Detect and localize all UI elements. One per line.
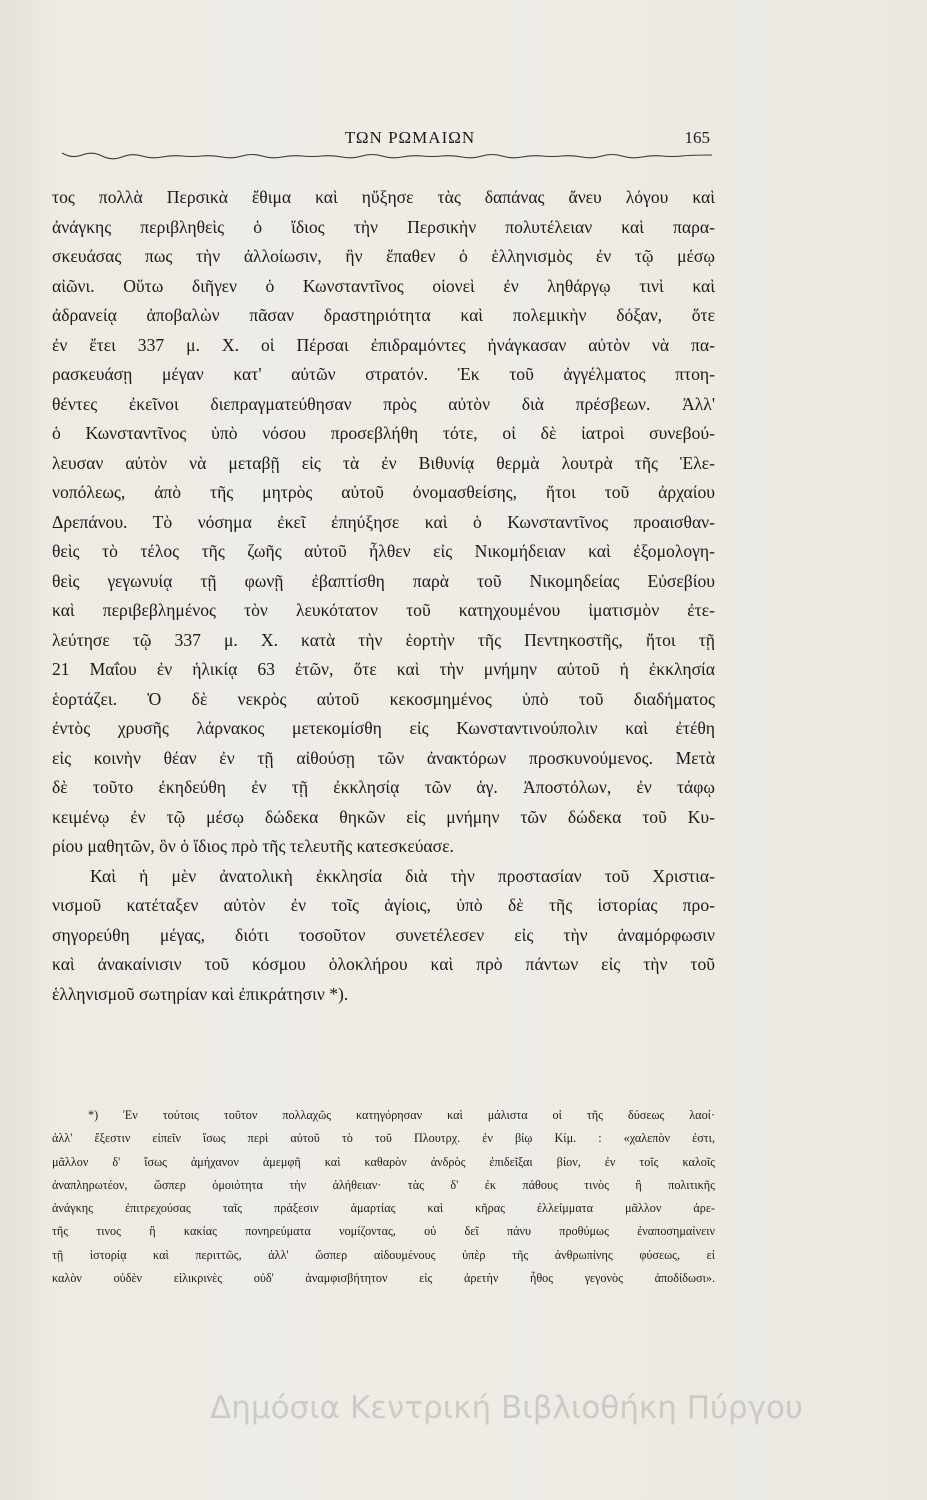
header-title: ΤΩΝ ΡΩΜΑΙΩΝ xyxy=(344,128,476,147)
footnote-line: καλὸν οὐδὲν εἰλικρινὲς οὐδ' ἀναμφισβήτητον εἰς ἀρετὴν ἦθος γεγονὸς ἀποδίδωσι». xyxy=(52,1271,715,1286)
text-line: καὶ περιβεβλημένος τὸν λευκότατον τοῦ κατηχουμένου ἱματισμὸν ἐτε- xyxy=(52,600,715,620)
text-line: λεύτησε τῷ 337 μ. Χ. κατὰ τὴν ἑορτὴν τῆς Πεντηκοστῆς, ἤτοι τῇ xyxy=(52,629,715,650)
main-text xyxy=(52,183,715,1009)
text-line: Καὶ ἡ μὲν ἀνατολικὴ ἐκκλησία διὰ τὴν προστασίαν τοῦ Χριστια- xyxy=(90,865,715,886)
text-line: εἰς κοινὴν θέαν ἐν τῇ αἰθούσῃ τῶν ἀνακτόρων προσκυνούμενος. Μετὰ xyxy=(52,747,715,768)
running-header xyxy=(110,128,710,152)
footnote-line: τῇ ἱστορίᾳ καὶ περιττῶς, ἀλλ' ὥσπερ αἰδουμένους ὑπὲρ τῆς ἀνθρωπίνης φύσεως, εἰ xyxy=(52,1247,715,1262)
text-line: νισμοῦ κατέταξεν αὐτὸν ἐν τοῖς ἁγίοις, ὑπὸ δὲ τῆς ἱστορίας προ- xyxy=(52,895,715,915)
text-line: ὁ Κωνσταντῖνος ὑπὸ νόσου προσεβλήθη τότε, οἱ δὲ ἰατροὶ συνεβού- xyxy=(52,423,715,443)
text-line: δὲ τοῦτο ἐκηδεύθη ἐν τῇ ἐκκλησίᾳ τῶν ἁγ. Ἀποστόλων, ἐν τάφῳ xyxy=(52,777,715,797)
footnote-line: ἀλλ' ἔξεστιν εἰπεῖν ἴσως περὶ αὐτοῦ τὸ τοῦ Πλουτρχ. ἐν βίῳ Κίμ. : «χαλεπὸν ἐστι, xyxy=(52,1131,715,1146)
text-line: ἐντὸς χρυσῆς λάρνακος μετεκομίσθη εἰς Κωνσταντινούπολιν καὶ ἐτέθη xyxy=(52,718,715,738)
footnote-line: *) Ἐν τούτοις τοῦτον πολλαχῶς κατηγόρησαν καὶ μάλιστα οἱ τῆς δύσεως λαοί· xyxy=(88,1108,715,1122)
footnote-line: ἀναπληρωτέον, ὥσπερ ὁμοιότητα τὴν ἀλήθειαν· τὰς δ' ἐκ πάθους τινὸς ἢ πολιτικῆς xyxy=(52,1177,715,1192)
text-line: καὶ ἀνακαίνισιν τοῦ κόσμου ὁλοκλήρου καὶ πρὸ πάντων εἰς τὴν τοῦ xyxy=(52,954,715,974)
text-line: κειμένῳ ἐν τῷ μέσῳ δώδεκα θηκῶν εἰς μνήμην τῶν δώδεκα τοῦ Κυ- xyxy=(52,806,715,827)
footnote-line: ἀνάγκης ἐπιτρεχούσας ταῖς πράξεσιν ἁμαρτίας καὶ κῆρας ἐλλείμματα μᾶλλον ἀρε- xyxy=(52,1201,715,1216)
text-line: θεὶς τὸ τέλος τῆς ζωῆς αὐτοῦ ἦλθεν εἰς Νικομήδειαν καὶ ἐξομολογη- xyxy=(52,541,715,561)
text-line: σκευάσας πως τὴν ἀλλοίωσιν, ἣν ἔπαθεν ὁ ἑλληνισμὸς ἐν τῷ μέσῳ xyxy=(52,246,715,266)
text-line: θεὶς γεγωνυίᾳ τῇ φωνῇ ἐβαπτίσθη παρὰ τοῦ Νικομηδείας Εὐσεβίου xyxy=(52,570,715,591)
decorative-wavy-rule xyxy=(62,150,712,162)
text-line: νοπόλεως, ἀπὸ τῆς μητρὸς αὐτοῦ ὀνομασθείσης, ἤτοι τοῦ ἀρχαίου xyxy=(52,482,715,502)
text-line: ἀνάγκης περιβληθεὶς ὁ ἴδιος τὴν Περσικὴν πολυτέλειαν καὶ παρα- xyxy=(52,216,715,237)
text-line: αἰῶνι. Οὕτω διῆγεν ὁ Κωνσταντῖνος οἱονεὶ ἐν ληθάργῳ τινὶ καὶ xyxy=(52,275,715,296)
library-watermark: Δημόσια Κεντρική Βιβλιοθήκη Πύργου xyxy=(210,1390,803,1426)
text-line: λευσαν αὐτὸν νὰ μεταβῇ εἰς τὰ ἐν Βιθυνίᾳ θερμὰ λουτρὰ τῆς Ἑλε- xyxy=(52,452,715,473)
footnote-line: μᾶλλον δ' ἴσως ἀμήχανον ἀμεμφῆ καὶ καθαρὸν ἀνδρὸς ἐπιδεῖξαι βίον, ἐν τοῖς καλοῖς xyxy=(52,1154,715,1169)
page-number: 165 xyxy=(684,128,710,147)
text-line: ἀδρανείᾳ ἀποβαλὼν πᾶσαν δραστηριότητα καὶ πολεμικὴν δόξαν, ὅτε xyxy=(52,305,715,325)
footnote-block xyxy=(52,1104,715,1290)
text-line: θέντες ἐκεῖνοι διεπραγματεύθησαν πρὸς αὐτὸν διὰ πρέσβεων. Ἀλλ' xyxy=(52,393,715,414)
text-line: ἐν ἔτει 337 μ. Χ. οἱ Πέρσαι ἐπιδραμόντες ἠνάγκασαν αὐτὸν νὰ πα- xyxy=(52,334,715,355)
text-line: ρασκευάσῃ μέγαν κατ' αὐτῶν στρατόν. Ἐκ τοῦ ἀγγέλματος πτοη- xyxy=(52,364,715,384)
text-line: 21 Μαΐου ἐν ἡλικίᾳ 63 ἐτῶν, ὅτε καὶ τὴν μνήμην αὐτοῦ ἡ ἐκκλησία xyxy=(52,659,715,679)
text-line: σηγορεύθη μέγας, διότι τοσοῦτον συνετέλεσεν εἰς τὴν ἀναμόρφωσιν xyxy=(52,924,715,945)
text-line: ἑλληνισμοῦ σωτηρίαν καὶ ἐπικράτησιν *). xyxy=(52,983,349,1004)
text-line: τος πολλὰ Περσικὰ ἔθιμα καὶ ηὔξησε τὰς δαπάνας ἄνευ λόγου καὶ xyxy=(52,187,715,207)
text-line: Δρεπάνου. Τὸ νόσημα ἐκεῖ ἐπηύξησε καὶ ὁ Κωνσταντῖνος προαισθαν- xyxy=(52,511,715,532)
footnote-line: τῆς τινος ἢ κακίας πονηρεύματα νομίζοντας, οὐ δεῖ πάνυ προθύμως ἐναποσημαίνειν xyxy=(52,1224,715,1239)
text-line: ἑορτάζει. Ὁ δὲ νεκρὸς αὐτοῦ κεκοσμημένος ὑπὸ τοῦ διαδήματος xyxy=(52,688,715,709)
text-line: ρίου μαθητῶν, ὃν ὁ ἴδιος πρὸ τῆς τελευτῆς κατεσκεύασε. xyxy=(52,836,454,856)
